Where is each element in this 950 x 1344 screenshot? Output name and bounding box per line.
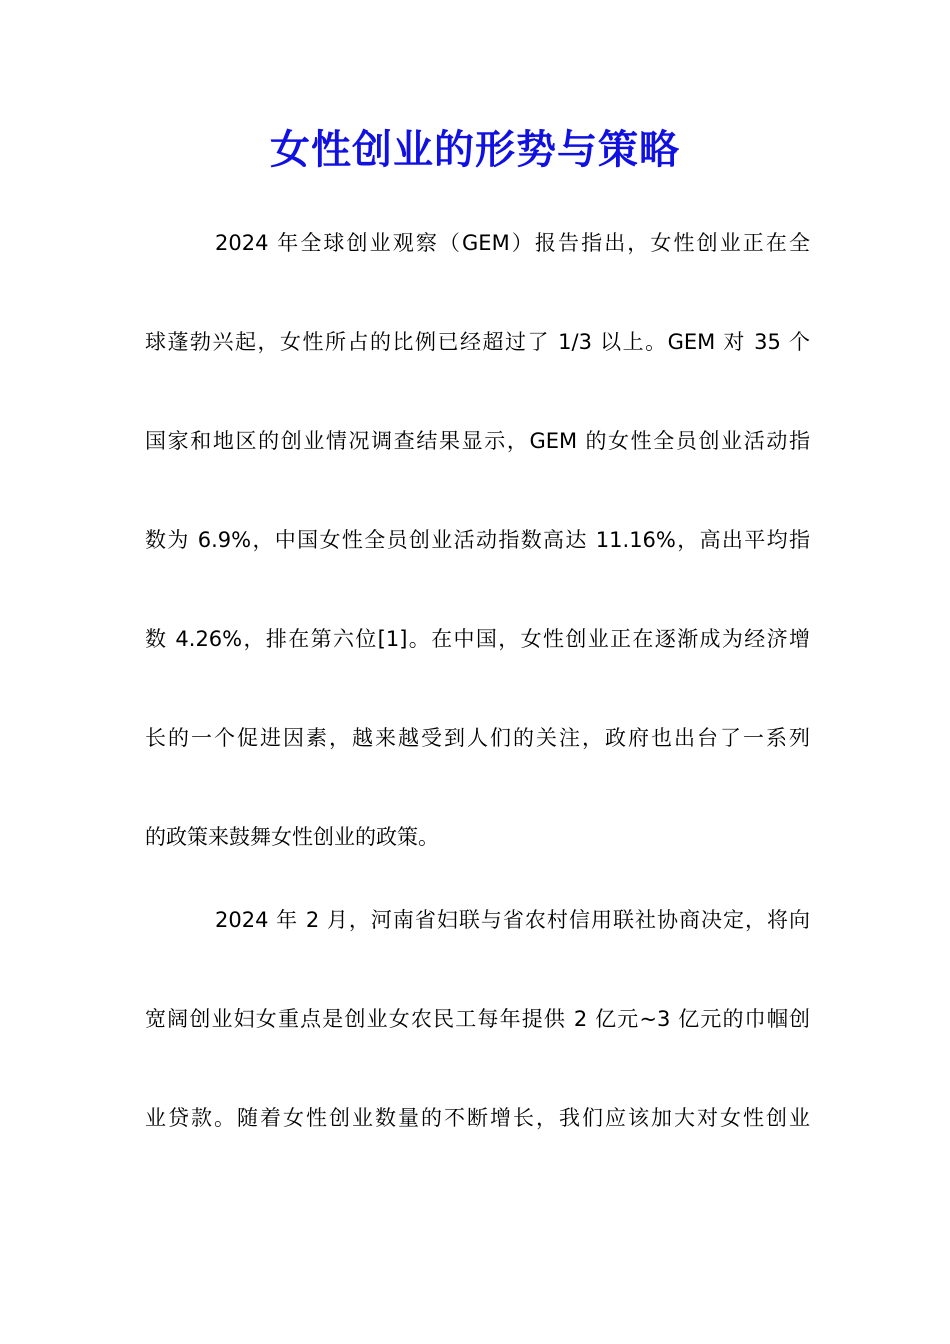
paragraph-1-line-3: 国家和地区的创业情况调查结果显示，GEM 的女性全员创业活动指 [145, 429, 810, 453]
paragraph-1-line-4: 数为 6.9%，中国女性全员创业活动指数高达 11.16%，高出平均指 [145, 528, 810, 552]
paragraph-2-line-1: 2024 年 2 月，河南省妇联与省农村信用联社协商决定，将向 [215, 908, 810, 932]
paragraph-1-line-5: 数 4.26%，排在第六位[1]。在中国，女性创业正在逐渐成为经济增 [145, 627, 810, 651]
paragraph-2-line-2: 宽阔创业妇女重点是创业女农民工每年提供 2 亿元~3 亿元的巾帼创 [145, 1007, 810, 1031]
paragraph-1-line-2: 球蓬勃兴起，女性所占的比例已经超过了 1/3 以上。GEM 对 35 个 [145, 330, 810, 354]
paragraph-1-line-7: 的政策来鼓舞女性创业的政策。 [145, 825, 439, 849]
paragraph-1-line-1: 2024 年全球创业观察（GEM）报告指出，女性创业正在全 [215, 231, 810, 255]
paragraph-2-line-3: 业贷款。随着女性创业数量的不断增长，我们应该加大对女性创业 [145, 1106, 810, 1130]
document-title: 女性创业的形势与策略 [270, 126, 680, 173]
paragraph-1-line-6: 长的一个促进因素，越来越受到人们的关注，政府也出台了一系列 [145, 726, 810, 750]
